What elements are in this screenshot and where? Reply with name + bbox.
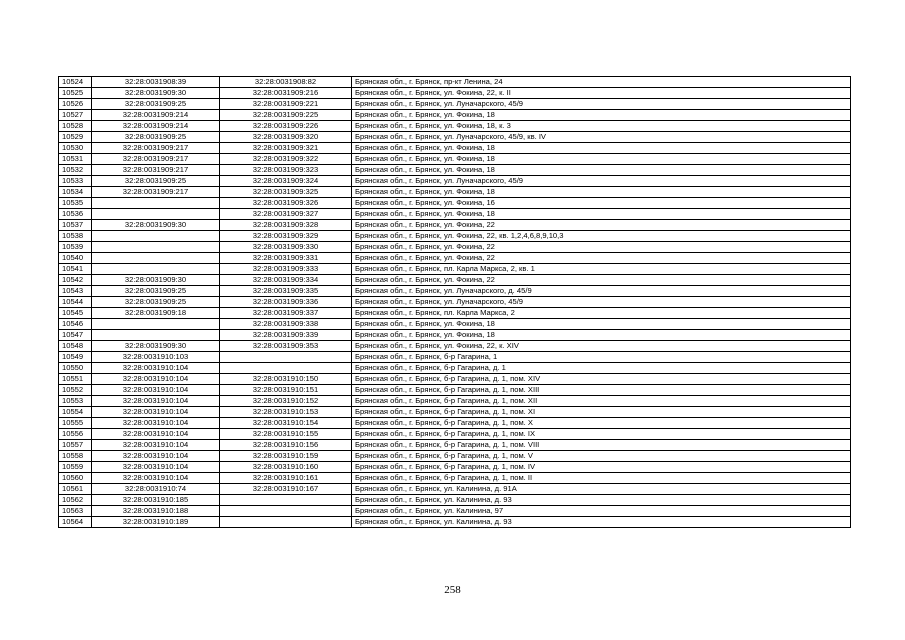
- address-cell: Брянская обл., г. Брянск, ул. Луначарского, д. 45/9: [352, 286, 851, 297]
- address-cell: Брянская обл., г. Брянск, ул. Фокина, 22: [352, 242, 851, 253]
- cadastral-number-cell: 32:28:0031910:155: [220, 429, 352, 440]
- parent-cadastral-number-cell: 32:28:0031910:103: [92, 352, 220, 363]
- row-number-cell: 10536: [59, 209, 92, 220]
- row-number-cell: 10530: [59, 143, 92, 154]
- table-row: [59, 77, 851, 88]
- parent-cadastral-number-cell: 32:28:0031909:25: [92, 176, 220, 187]
- row-number-cell: 10532: [59, 165, 92, 176]
- table-row: [59, 484, 851, 495]
- table-row: [59, 110, 851, 121]
- row-number-cell: 10528: [59, 121, 92, 132]
- cadastral-number-cell: 32:28:0031909:324: [220, 176, 352, 187]
- cadastral-number-cell: 32:28:0031909:226: [220, 121, 352, 132]
- cadastral-registry-table: [58, 76, 851, 528]
- cadastral-number-cell: 32:28:0031909:337: [220, 308, 352, 319]
- row-number-cell: 10534: [59, 187, 92, 198]
- table-row: [59, 374, 851, 385]
- table-row: [59, 440, 851, 451]
- address-cell: Брянская обл., г. Брянск, ул. Фокина, 18: [352, 187, 851, 198]
- parent-cadastral-number-cell: 32:28:0031909:25: [92, 99, 220, 110]
- parent-cadastral-number-cell: 32:28:0031909:217: [92, 187, 220, 198]
- row-number-cell: 10551: [59, 374, 92, 385]
- cadastral-number-cell: 32:28:0031909:327: [220, 209, 352, 220]
- parent-cadastral-number-cell: 32:28:0031909:214: [92, 121, 220, 132]
- cadastral-number-cell: 32:28:0031909:225: [220, 110, 352, 121]
- table-row: [59, 88, 851, 99]
- row-number-cell: 10540: [59, 253, 92, 264]
- cadastral-number-cell: 32:28:0031909:335: [220, 286, 352, 297]
- cadastral-number-cell: 32:28:0031910:167: [220, 484, 352, 495]
- table-row: [59, 451, 851, 462]
- address-cell: Брянская обл., г. Брянск, б-р Гагарина, д. 1, пом. VIII: [352, 440, 851, 451]
- table-row: [59, 308, 851, 319]
- table-row: [59, 495, 851, 506]
- address-cell: Брянская обл., г. Брянск, ул. Фокина, 18: [352, 319, 851, 330]
- cadastral-number-cell: 32:28:0031908:82: [220, 77, 352, 88]
- parent-cadastral-number-cell: 32:28:0031909:30: [92, 220, 220, 231]
- parent-cadastral-number-cell: 32:28:0031910:185: [92, 495, 220, 506]
- row-number-cell: 10560: [59, 473, 92, 484]
- cadastral-number-cell: 32:28:0031910:150: [220, 374, 352, 385]
- row-number-cell: 10563: [59, 506, 92, 517]
- parent-cadastral-number-cell: [92, 198, 220, 209]
- address-cell: Брянская обл., г. Брянск, пр-кт Ленина, 24: [352, 77, 851, 88]
- table-row: [59, 165, 851, 176]
- cadastral-number-cell: 32:28:0031909:321: [220, 143, 352, 154]
- cadastral-number-cell: 32:28:0031909:221: [220, 99, 352, 110]
- parent-cadastral-number-cell: 32:28:0031910:104: [92, 451, 220, 462]
- parent-cadastral-number-cell: 32:28:0031910:74: [92, 484, 220, 495]
- parent-cadastral-number-cell: [92, 231, 220, 242]
- row-number-cell: 10554: [59, 407, 92, 418]
- parent-cadastral-number-cell: [92, 264, 220, 275]
- table-row: [59, 253, 851, 264]
- row-number-cell: 10537: [59, 220, 92, 231]
- address-cell: Брянская обл., г. Брянск, б-р Гагарина, 1: [352, 352, 851, 363]
- parent-cadastral-number-cell: 32:28:0031909:217: [92, 154, 220, 165]
- address-cell: Брянская обл., г. Брянск, ул. Фокина, 18: [352, 154, 851, 165]
- table-row: [59, 330, 851, 341]
- table-row: [59, 121, 851, 132]
- address-cell: Брянская обл., г. Брянск, б-р Гагарина, д. 1, пом. X: [352, 418, 851, 429]
- cadastral-number-cell: 32:28:0031910:160: [220, 462, 352, 473]
- table-row: [59, 132, 851, 143]
- address-cell: Брянская обл., г. Брянск, ул. Фокина, 18: [352, 330, 851, 341]
- parent-cadastral-number-cell: 32:28:0031910:104: [92, 385, 220, 396]
- cadastral-number-cell: 32:28:0031909:338: [220, 319, 352, 330]
- table-row: [59, 231, 851, 242]
- parent-cadastral-number-cell: [92, 242, 220, 253]
- cadastral-number-cell: 32:28:0031910:159: [220, 451, 352, 462]
- table-row: [59, 385, 851, 396]
- cadastral-number-cell: [220, 495, 352, 506]
- address-cell: Брянская обл., г. Брянск, б-р Гагарина, д. 1, пом. XII: [352, 396, 851, 407]
- cadastral-number-cell: 32:28:0031909:353: [220, 341, 352, 352]
- cadastral-number-cell: 32:28:0031909:330: [220, 242, 352, 253]
- table-row: [59, 275, 851, 286]
- row-number-cell: 10525: [59, 88, 92, 99]
- cadastral-number-cell: 32:28:0031910:156: [220, 440, 352, 451]
- table-row: [59, 396, 851, 407]
- cadastral-number-cell: 32:28:0031909:339: [220, 330, 352, 341]
- address-cell: Брянская обл., г. Брянск, б-р Гагарина, д. 1, пом. V: [352, 451, 851, 462]
- row-number-cell: 10547: [59, 330, 92, 341]
- parent-cadastral-number-cell: 32:28:0031909:30: [92, 88, 220, 99]
- cadastral-number-cell: 32:28:0031910:153: [220, 407, 352, 418]
- row-number-cell: 10541: [59, 264, 92, 275]
- cadastral-number-cell: 32:28:0031910:154: [220, 418, 352, 429]
- address-cell: Брянская обл., г. Брянск, ул. Фокина, 22: [352, 275, 851, 286]
- parent-cadastral-number-cell: 32:28:0031909:217: [92, 143, 220, 154]
- row-number-cell: 10553: [59, 396, 92, 407]
- parent-cadastral-number-cell: 32:28:0031910:104: [92, 363, 220, 374]
- row-number-cell: 10526: [59, 99, 92, 110]
- row-number-cell: 10542: [59, 275, 92, 286]
- row-number-cell: 10559: [59, 462, 92, 473]
- parent-cadastral-number-cell: 32:28:0031910:104: [92, 418, 220, 429]
- parent-cadastral-number-cell: 32:28:0031909:18: [92, 308, 220, 319]
- table-row: [59, 297, 851, 308]
- address-cell: Брянская обл., г. Брянск, б-р Гагарина, д. 1, пом. IV: [352, 462, 851, 473]
- row-number-cell: 10533: [59, 176, 92, 187]
- table-row: [59, 99, 851, 110]
- cadastral-number-cell: 32:28:0031910:152: [220, 396, 352, 407]
- cadastral-number-cell: 32:28:0031909:333: [220, 264, 352, 275]
- row-number-cell: 10562: [59, 495, 92, 506]
- table-row: [59, 506, 851, 517]
- cadastral-number-cell: [220, 352, 352, 363]
- address-cell: Брянская обл., г. Брянск, ул. Фокина, 22, кв. 1,2,4,6,8,9,10,3: [352, 231, 851, 242]
- parent-cadastral-number-cell: 32:28:0031909:30: [92, 341, 220, 352]
- address-cell: Брянская обл., г. Брянск, ул. Луначарского, 45/9: [352, 297, 851, 308]
- cadastral-number-cell: 32:28:0031909:216: [220, 88, 352, 99]
- cadastral-number-cell: 32:28:0031909:320: [220, 132, 352, 143]
- address-cell: Брянская обл., г. Брянск, ул. Луначарского, 45/9: [352, 99, 851, 110]
- row-number-cell: 10539: [59, 242, 92, 253]
- address-cell: Брянская обл., г. Брянск, б-р Гагарина, д. 1, пом. XIV: [352, 374, 851, 385]
- cadastral-number-cell: 32:28:0031909:331: [220, 253, 352, 264]
- parent-cadastral-number-cell: 32:28:0031909:25: [92, 132, 220, 143]
- address-cell: Брянская обл., г. Брянск, пл. Карла Маркса, 2, кв. 1: [352, 264, 851, 275]
- parent-cadastral-number-cell: 32:28:0031908:39: [92, 77, 220, 88]
- table-row: [59, 462, 851, 473]
- row-number-cell: 10558: [59, 451, 92, 462]
- row-number-cell: 10561: [59, 484, 92, 495]
- row-number-cell: 10557: [59, 440, 92, 451]
- cadastral-number-cell: 32:28:0031909:334: [220, 275, 352, 286]
- address-cell: Брянская обл., г. Брянск, ул. Луначарского, 45/9: [352, 176, 851, 187]
- address-cell: Брянская обл., г. Брянск, ул. Калинина, д. 93: [352, 517, 851, 528]
- address-cell: Брянская обл., г. Брянск, ул. Фокина, 18: [352, 143, 851, 154]
- cadastral-number-cell: 32:28:0031909:326: [220, 198, 352, 209]
- cadastral-number-cell: 32:28:0031909:329: [220, 231, 352, 242]
- table-row: [59, 187, 851, 198]
- table-row: [59, 429, 851, 440]
- parent-cadastral-number-cell: 32:28:0031910:104: [92, 396, 220, 407]
- address-cell: Брянская обл., г. Брянск, ул. Фокина, 22: [352, 253, 851, 264]
- table-row: [59, 352, 851, 363]
- address-cell: Брянская обл., г. Брянск, пл. Карла Маркса, 2: [352, 308, 851, 319]
- row-number-cell: 10546: [59, 319, 92, 330]
- address-cell: Брянская обл., г. Брянск, ул. Фокина, 22: [352, 220, 851, 231]
- address-cell: Брянская обл., г. Брянск, ул. Фокина, 18: [352, 165, 851, 176]
- parent-cadastral-number-cell: [92, 253, 220, 264]
- parent-cadastral-number-cell: 32:28:0031910:189: [92, 517, 220, 528]
- cadastral-number-cell: 32:28:0031909:322: [220, 154, 352, 165]
- table-row: [59, 407, 851, 418]
- parent-cadastral-number-cell: [92, 330, 220, 341]
- row-number-cell: 10556: [59, 429, 92, 440]
- table-row: [59, 220, 851, 231]
- row-number-cell: 10544: [59, 297, 92, 308]
- cadastral-number-cell: 32:28:0031909:323: [220, 165, 352, 176]
- address-cell: Брянская обл., г. Брянск, б-р Гагарина, д. 1, пом. XIII: [352, 385, 851, 396]
- address-cell: Брянская обл., г. Брянск, ул. Фокина, 22, к. XIV: [352, 341, 851, 352]
- page-number: 258: [444, 584, 461, 596]
- table-row: [59, 176, 851, 187]
- address-cell: Брянская обл., г. Брянск, ул. Калинина, 97: [352, 506, 851, 517]
- row-number-cell: 10543: [59, 286, 92, 297]
- row-number-cell: 10524: [59, 77, 92, 88]
- address-cell: Брянская обл., г. Брянск, ул. Фокина, 18: [352, 209, 851, 220]
- address-cell: Брянская обл., г. Брянск, б-р Гагарина, д. 1, пом. IX: [352, 429, 851, 440]
- address-cell: Брянская обл., г. Брянск, ул. Луначарского, 45/9, кв. IV: [352, 132, 851, 143]
- table-row: [59, 154, 851, 165]
- cadastral-number-cell: [220, 517, 352, 528]
- parent-cadastral-number-cell: 32:28:0031909:217: [92, 165, 220, 176]
- table-row: [59, 143, 851, 154]
- parent-cadastral-number-cell: 32:28:0031910:104: [92, 374, 220, 385]
- row-number-cell: 10550: [59, 363, 92, 374]
- row-number-cell: 10531: [59, 154, 92, 165]
- table-row: [59, 242, 851, 253]
- address-cell: Брянская обл., г. Брянск, ул. Фокина, 18: [352, 110, 851, 121]
- parent-cadastral-number-cell: 32:28:0031909:214: [92, 110, 220, 121]
- parent-cadastral-number-cell: 32:28:0031910:104: [92, 407, 220, 418]
- cadastral-number-cell: 32:28:0031910:151: [220, 385, 352, 396]
- address-cell: Брянская обл., г. Брянск, ул. Калинина, д. 93: [352, 495, 851, 506]
- table-row: [59, 473, 851, 484]
- cadastral-number-cell: 32:28:0031909:328: [220, 220, 352, 231]
- parent-cadastral-number-cell: 32:28:0031909:30: [92, 275, 220, 286]
- cadastral-number-cell: [220, 363, 352, 374]
- address-cell: Брянская обл., г. Брянск, б-р Гагарина, д. 1, пом. XI: [352, 407, 851, 418]
- parent-cadastral-number-cell: [92, 319, 220, 330]
- parent-cadastral-number-cell: [92, 209, 220, 220]
- row-number-cell: 10535: [59, 198, 92, 209]
- row-number-cell: 10548: [59, 341, 92, 352]
- table-row: [59, 319, 851, 330]
- parent-cadastral-number-cell: 32:28:0031910:104: [92, 440, 220, 451]
- address-cell: Брянская обл., г. Брянск, б-р Гагарина, д. 1: [352, 363, 851, 374]
- cadastral-number-cell: [220, 506, 352, 517]
- address-cell: Брянская обл., г. Брянск, ул. Фокина, 22, к. II: [352, 88, 851, 99]
- table-row: [59, 209, 851, 220]
- table-row: [59, 517, 851, 528]
- row-number-cell: 10527: [59, 110, 92, 121]
- table-row: [59, 341, 851, 352]
- parent-cadastral-number-cell: 32:28:0031910:104: [92, 429, 220, 440]
- table-row: [59, 418, 851, 429]
- parent-cadastral-number-cell: 32:28:0031910:104: [92, 462, 220, 473]
- address-cell: Брянская обл., г. Брянск, ул. Калинина, д. 91А: [352, 484, 851, 495]
- cadastral-number-cell: 32:28:0031910:161: [220, 473, 352, 484]
- table-row: [59, 198, 851, 209]
- table-row: [59, 363, 851, 374]
- row-number-cell: 10564: [59, 517, 92, 528]
- registry-table-body: [59, 77, 851, 528]
- cadastral-number-cell: 32:28:0031909:325: [220, 187, 352, 198]
- parent-cadastral-number-cell: 32:28:0031909:25: [92, 286, 220, 297]
- row-number-cell: 10552: [59, 385, 92, 396]
- address-cell: Брянская обл., г. Брянск, б-р Гагарина, д. 1, пом. II: [352, 473, 851, 484]
- parent-cadastral-number-cell: 32:28:0031909:25: [92, 297, 220, 308]
- row-number-cell: 10545: [59, 308, 92, 319]
- parent-cadastral-number-cell: 32:28:0031910:104: [92, 473, 220, 484]
- address-cell: Брянская обл., г. Брянск, ул. Фокина, 16: [352, 198, 851, 209]
- parent-cadastral-number-cell: 32:28:0031910:188: [92, 506, 220, 517]
- row-number-cell: 10529: [59, 132, 92, 143]
- table-row: [59, 286, 851, 297]
- address-cell: Брянская обл., г. Брянск, ул. Фокина, 18, к. 3: [352, 121, 851, 132]
- cadastral-number-cell: 32:28:0031909:336: [220, 297, 352, 308]
- table-row: [59, 264, 851, 275]
- row-number-cell: 10555: [59, 418, 92, 429]
- row-number-cell: 10538: [59, 231, 92, 242]
- row-number-cell: 10549: [59, 352, 92, 363]
